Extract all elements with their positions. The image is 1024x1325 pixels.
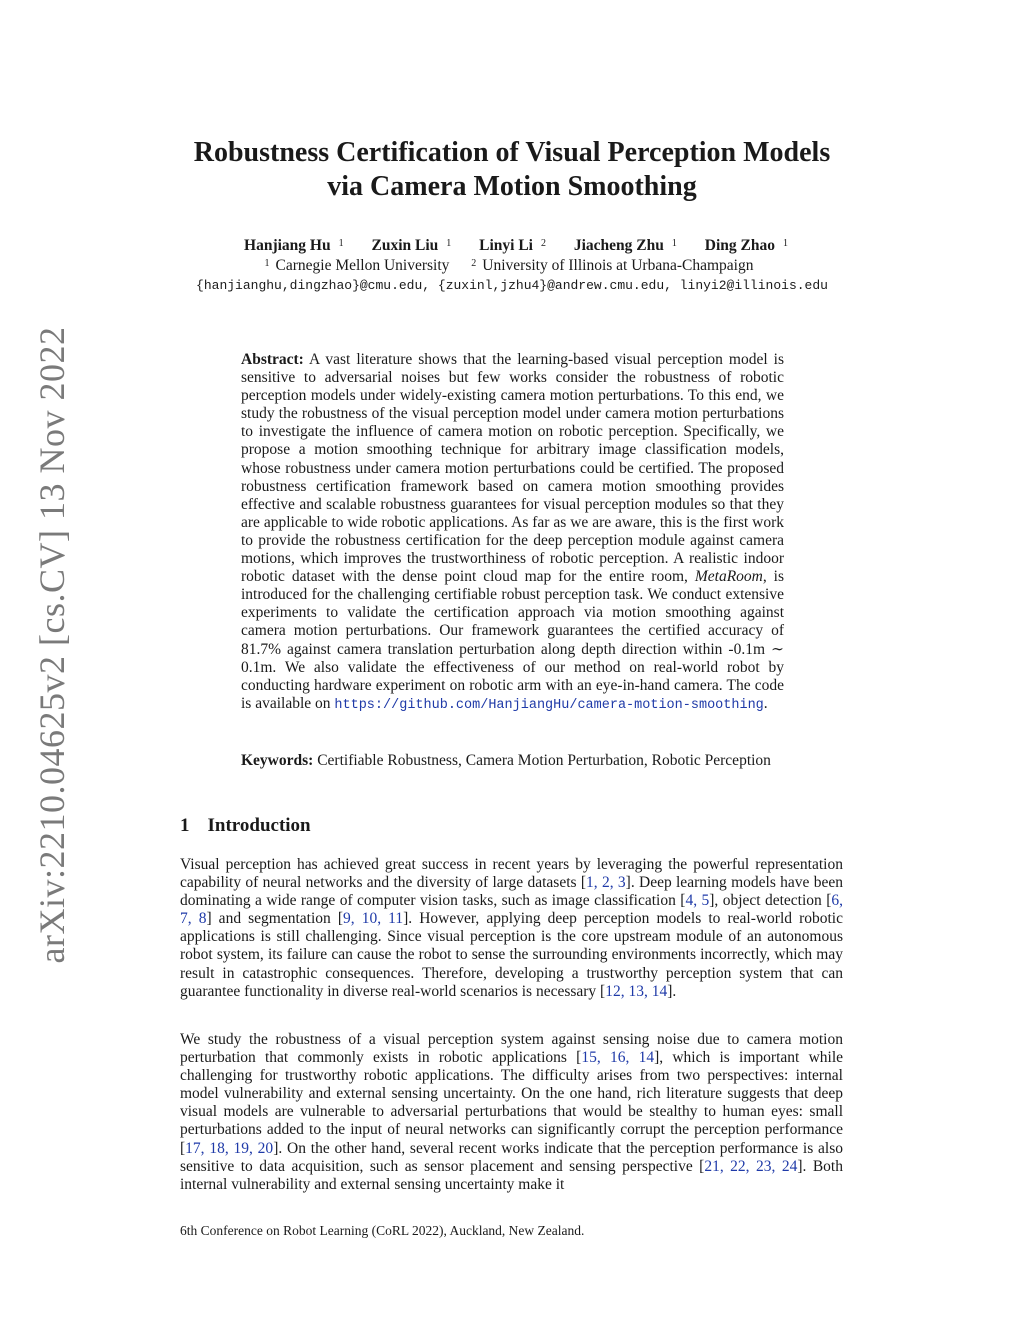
citation-link[interactable]: 15, 16, 14 xyxy=(581,1049,655,1067)
author: Hanjiang Hu $^1$ xyxy=(244,237,344,254)
section-heading xyxy=(180,815,311,837)
title-line-2: via Camera Motion Smoothing xyxy=(327,171,697,202)
paragraph: We study the robustness of a visual perception system against sensing noise due to camera motion perturbation that commonly exists in robotic applications [15, 16, 14], which is important while challenging for trustworthy robotic applications. The difficulty arises from two perspectives: internal model vulnerability and external sensing uncertainty. On the one hand, rich literature suggests that deep visual models are vulnerable to adversarial perturbations that would be stealthy to human eyes: small perturbations added to the input of neural networks can significantly corrupt the perception performance [17, 18, 19, 20]. On the other hand, several recent works indicate that the perception performance is also sensitive to data acquisition, such as sensor placement and sensing perspective [21, 22, 23, 24]. Both internal vulnerability and external sensing uncertainty make it xyxy=(180,1031,844,1193)
citation-link[interactable]: 9, 10, 11 xyxy=(343,910,404,928)
author-names xyxy=(0,236,1024,256)
abstract-text-cont: , is introduced for the challenging certifiable robust perception task. We conduct extensive experiments to validate the certification approach via motion smoothing against camera motion perturbations. Our framework guarantees the certified accuracy of 81.7% against camera translation perturbation along depth direction within -0.1m ∼ 0.1m. We also validate the effectiveness of our method on real-world robot by conducting hardware experiment on robotic arm with an eye-in-hand camera. The code is available on xyxy=(241,568,785,712)
citation-link[interactable]: 12, 13, 14 xyxy=(605,982,668,1000)
citation-link[interactable]: 21, 22, 23, 24 xyxy=(704,1157,798,1175)
section-number: 1 xyxy=(180,815,190,836)
abstract: Abstract: A vast literature shows that the learning-based visual perception model is sensitive to adversarial noises but few works consider the robustness of robotic perception models under widely-existing camera motion perturbations. To this end, we study the robustness of the visual perception model under camera motion perturbations to investigate the influence of camera motion on robotic perception. Specifically, we propose a motion smoothing technique for arbitrary image classification models, whose robustness under camera motion perturbations could be certified. The proposed robustness certification framework based on camera motion smoothing provides effective and scalable robustness guarantees for visual perception modules so that they are applicable to wide robotic applications. As far as we are aware, this is the first work to provide the robustness certification for the deep perception module against camera motions, which improves the trustworthiness of robotic perception. A realistic indoor robotic dataset with the dense point cloud map for the entire room, MetaRoom, is introduced for the challenging certifiable robust perception task. We conduct extensive experiments to validate the certification approach via motion smoothing against camera motion perturbations. Our framework guarantees the certified accuracy of 81.7% against camera translation perturbation along depth direction within -0.1m ∼ 0.1m. We also validate the effectiveness of our method on real-world robot by conducting hardware experiment on robotic arm with an eye-in-hand camera. The code is available on https://github.com/HanjiangHu/camera-motion-smoothing. xyxy=(241,351,785,713)
abstract-label: Abstract: xyxy=(241,351,304,368)
arxiv-identifier: arXiv:2210.04625v2 [cs.CV] 13 Nov 2022 xyxy=(32,326,72,964)
keywords-label: Keywords: xyxy=(241,752,314,769)
author: Linyi Li $^2$ xyxy=(479,237,546,254)
code-link[interactable]: https://github.com/HanjiangHu/camera-motion-smoothing xyxy=(334,697,764,713)
affiliation: $^2$ University of Illinois at Urbana-Champaign xyxy=(471,257,754,274)
citation-link[interactable]: 4, 5 xyxy=(685,892,710,910)
citation-link[interactable]: 1, 2, 3 xyxy=(586,874,626,892)
author: Ding Zhao $^1$ xyxy=(704,237,788,254)
author: Jiacheng Zhu $^1$ xyxy=(573,237,677,254)
conference-footer: 6th Conference on Robot Learning (CoRL 2022), Auckland, New Zealand. xyxy=(180,1223,585,1238)
author: Zuxin Liu $^1$ xyxy=(371,237,452,254)
affiliation: $^1$ Carnegie Mellon University xyxy=(264,257,450,274)
paragraph: Visual perception has achieved great success in recent years by leveraging the powerful representation capability of neural networks and the diversity of large datasets [1, 2, 3]. Deep learning models have been dominating a wide range of computer vision tasks, such as image classification [4, 5], object detection [6, 7, 8] and segmentation [9, 10, 11]. However, applying deep perception models to real-world robotic applications is still challenging. Since visual perception is the core upstream module of an autonomous robot system, its failure can cause the robot to sense the surrounding environments incorrectly, which may result in catastrophic consequences. Therefore, developing a trustworthy perception system that can guarantee functionality in diverse real-world scenarios is necessary [12, 13, 14]. xyxy=(180,856,843,1000)
paper-title xyxy=(0,136,1024,204)
author-emails: {hanjianghu,dingzhao}@cmu.edu, {zuxinl,jzhu4}@andrew.cmu.edu, linyi2@illinois.edu xyxy=(196,278,828,293)
citation-link[interactable]: 17, 18, 19, 20 xyxy=(185,1139,274,1157)
title-line-1: Robustness Certification of Visual Perception Models xyxy=(193,137,831,168)
author-block xyxy=(0,236,1024,296)
dataset-name: MetaRoom xyxy=(694,568,763,586)
affiliations xyxy=(0,256,1024,276)
abstract-text: A vast literature shows that the learning-based visual perception model is sensitive to adversarial noises but few works consider the robustness of robotic perception models under widely-existing camera motion perturbations. To this end, we study the robustness of the visual perception model under camera motion perturbations to investigate the influence of camera motion on robotic perception. Specifically, we propose a motion smoothing technique for arbitrary image classification models, whose robustness under camera motion perturbations could be certified. The proposed robustness certification framework based on camera motion smoothing provides effective and scalable robustness guarantees for visual perception modules so that they are applicable to wide robotic applications. As far as we are aware, this is the first work to provide the robustness certification for the deep perception module against camera motions, which improves the trustworthiness of robotic perception. A realistic indoor robotic dataset with the dense point cloud map for the entire room, xyxy=(241,351,784,586)
keywords-text: Certifiable Robustness, Camera Motion Perturbation, Robotic Perception xyxy=(317,752,771,769)
keywords xyxy=(241,752,784,770)
section-title: Introduction xyxy=(207,815,311,836)
citation-link[interactable]: 6, 7, 8 xyxy=(180,892,843,928)
